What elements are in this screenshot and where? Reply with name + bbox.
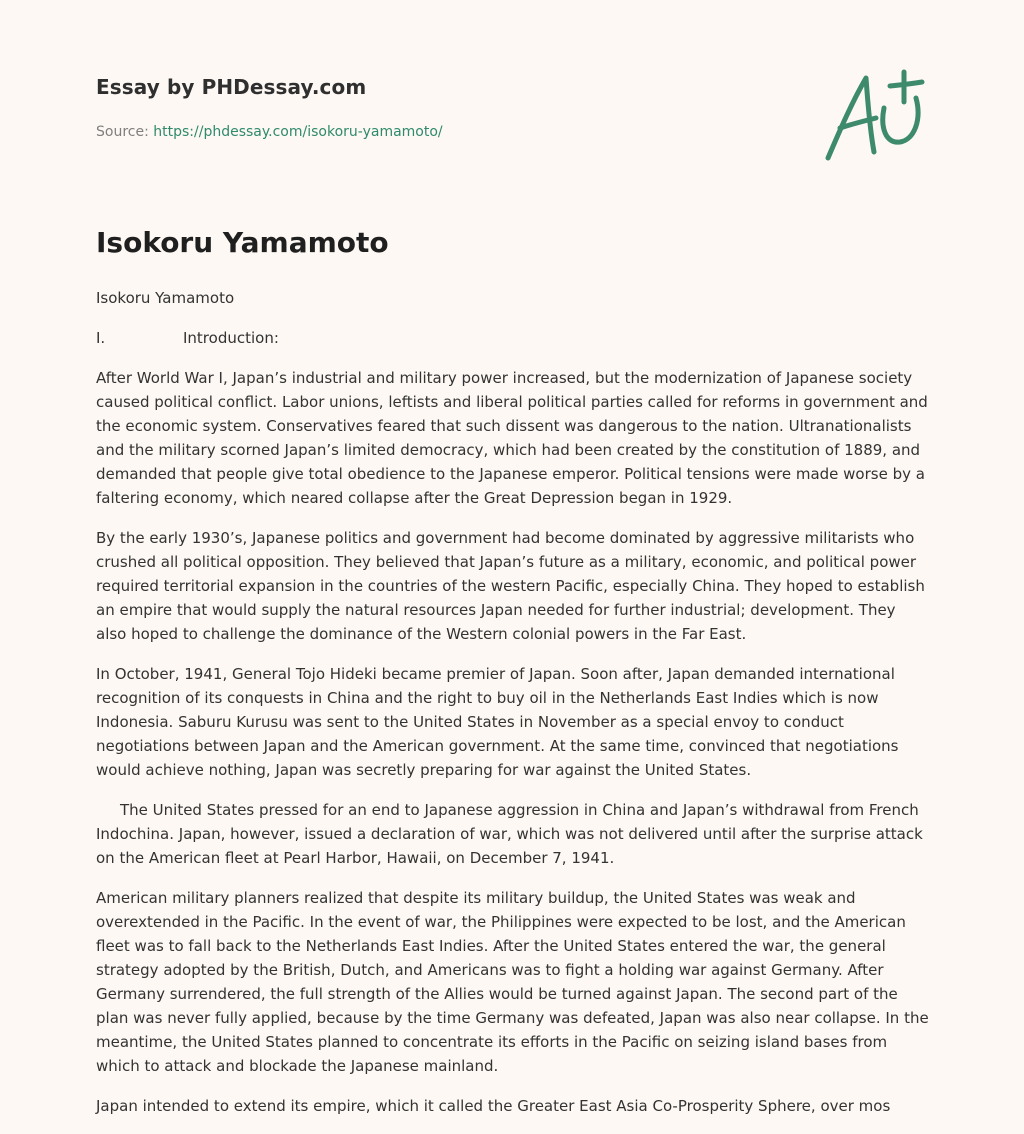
essay-header [96, 75, 796, 99]
source-link[interactable]: https://phdessay.com/isokoru-yamamoto/ [153, 124, 443, 140]
section-title: Introduction: [183, 329, 279, 347]
paragraph: American military planners realized that despite its military buildup, the United States was weak and overextended in the Pacific. In the event of war, the Philippines were expected to be lost, and the American fleet was to fall back to the Netherlands East Indies. After the United States entered the war, the general strategy adopted by the British, Dutch, and Americans was to fight a holding war against Germany. After Germany surrendered, the full strength of the Allies would be turned against Japan. The second part of the plan was never fully applied, because by the time Germany was defeated, Japan was also near collapse. In the meantime, the United States planned to concentrate its efforts in the Pacific on seizing island bases from which to attack and blockade the Japanese mainland. [96, 889, 929, 1075]
essay-subtitle: Isokoru Yamamoto [96, 289, 235, 307]
source-line [96, 124, 443, 140]
section-number: I. [96, 329, 106, 347]
a-plus-grade-icon [818, 68, 930, 168]
source-label: Source: [96, 124, 149, 140]
essay-title: Isokoru Yamamoto [96, 226, 389, 259]
paragraph: By the early 1930’s, Japanese politics and government had become dominated by aggressive militarists who crushed all political opposition. They believed that Japan’s future as a military, economic, and political power required territorial expansion in the countries of the western Pacific, especially China. They hoped to establish an empire that would supply the natural resources Japan needed for further industrial; development. They also hoped to challenge the dominance of the Western colonial powers in the Far East. [96, 529, 925, 643]
paragraph: After World War I, Japan’s industrial and military power increased, but the modernization of Japanese society caused political conflict. Labor unions, leftists and liberal political parties called for reforms in government and the economic system. Conservatives feared that such dissent was dangerous to the nation. Ultranationalists and the military scorned Japan’s limited democracy, which had been created by the constitution of 1889, and demanded that people give total obedience to the Japanese emperor. Political tensions were made worse by a faltering economy, which neared collapse after the Great Depression began in 1929. [96, 369, 928, 507]
paragraph: Japan intended to extend its empire, which it called the Greater East Asia Co-Prosperity Sphere, over mos [96, 1097, 891, 1115]
essay-body [96, 286, 930, 1134]
paragraph: In October, 1941, General Tojo Hideki became premier of Japan. Soon after, Japan demanded international recognition of its conquests in China and the right to buy oil in the Netherlands East Indies which is now Indonesia. Saburu Kurusu was sent to the United States in November as a special envoy to conduct negotiations between Japan and the American government. At the same time, convinced that negotiations would achieve nothing, Japan was secretly preparing for war against the United States. [96, 665, 899, 779]
section-heading [96, 326, 930, 350]
paragraph: The United States pressed for an end to Japanese aggression in China and Japan’s withdrawal from French Indochina. Japan, however, issued a declaration of war, which was not delivered until after the surprise attack on the American fleet at Pearl Harbor, Hawaii, on December 7, 1941. [96, 801, 923, 867]
brand-title: Essay by PHDessay.com [96, 75, 367, 99]
